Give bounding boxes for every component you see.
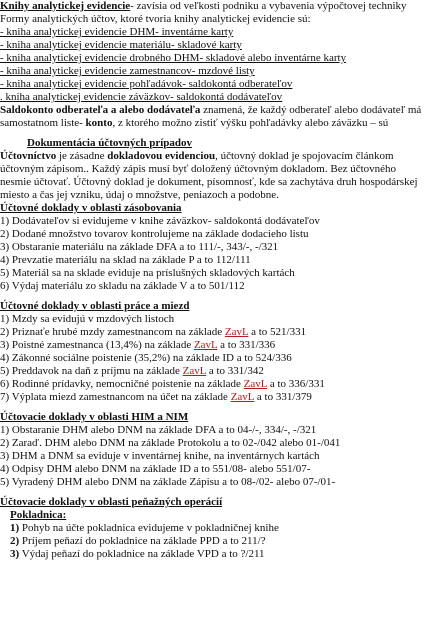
text-line [0,267,295,280]
text-segment: 2) [10,535,20,547]
text-segment: ZavL [182,365,207,377]
section-heading: Pokladnica: [10,509,67,521]
text-segment: 5) Preddavok na daň z príjmu na základe [0,365,183,377]
text-line [0,280,245,293]
text-segment: 1) Obstaranie DHM alebo DNM na základe DFA a to 04-/-, 334/-, -/321 [0,424,317,436]
text-line [0,365,264,378]
text-segment: ZavL [224,326,249,338]
text-segment: samostatnom liste- [0,117,86,129]
text-line [0,13,311,26]
text-segment: účtovným zápisom.. Každý zápis musí byť doložený účtovným dokladom. Bez účtovného [0,163,397,175]
text-segment: konto [85,117,113,129]
text-line [0,352,292,365]
text-segment: a to 331/336 [217,339,276,351]
section-heading: Účtovné doklady v oblasti práce a miezd [0,300,190,312]
text-segment: 1) Mzdy sa evidujú v mzdových listoch [0,313,175,325]
text-segment: 6) Rodinné prídavky, nemocničné poistenie na základe [0,378,244,390]
text-line [0,26,233,39]
text-segment: a to 331/342 [206,365,264,377]
text-line [0,313,174,326]
text-line [0,202,182,215]
text-segment: , účtovný doklad je spojovacím článkom [215,150,394,162]
section-heading: Účtovné doklady v oblasti zásobovania [0,202,182,214]
text-segment: - zavísia od veľkosti podniku a vybavenia výpočtovej techniky [130,0,407,12]
text-line [0,91,282,104]
text-segment: - kniha analytickej evidencie materiálu- skladové karty [0,39,242,51]
text-line [10,535,266,548]
text-segment: 3) DHM a DNM sa eviduje v inventárnej knihe, na inventárnych kartách [0,450,320,462]
text-line [0,326,306,339]
text-line [0,228,309,241]
text-segment: 4) Zákonné sociálne poistenie (35,2%) na základe ID a to 524/336 [0,352,292,364]
section-heading: Knihy analytickej evidencie [0,0,131,12]
text-line [0,300,189,313]
text-line [0,496,222,509]
text-line [0,476,335,489]
text-line [0,463,310,476]
text-segment: 3) [10,548,20,560]
text-segment: a to 521/331 [248,326,307,338]
text-line [0,215,320,228]
text-segment: miesto a čas jej vzniku, údaj o množstve, peniazoch a podobne. [0,189,279,201]
text-segment: Pohyb na účte pokladnica evidujeme v pokladničnej knihe [19,522,279,534]
text-segment: Formy analytických účtov, ktoré tvoria knihy analytickej evidencie sú: [0,13,311,25]
text-line [0,450,320,463]
text-segment: 7) Výplata miezd zamestnancom na účet na základe [0,391,231,403]
text-line [10,548,265,561]
text-line [0,254,251,267]
text-line [0,189,279,202]
text-segment: . kniha analytickej evidencie záväzkov- saldokontá dodávateľov [0,91,283,103]
text-segment: 2) Dodané množstvo tovarov kontrolujeme na základe dodacieho listu [0,228,309,240]
text-line [0,339,275,352]
text-line [0,0,407,13]
text-segment: 3) Obstaranie materiálu na základe DFA a to 111/-, 343/-, -/321 [0,241,279,253]
text-segment: 5) Materiál sa na sklade eviduje na príslušných skladových kartách [0,267,295,279]
text-segment: a to 331/379 [254,391,312,403]
text-line [0,78,292,91]
text-segment: - kniha analytickej evidencie pohľadávok- saldokontá odberateľov [0,78,293,90]
text-line [0,65,255,78]
text-segment: Saldokonto odberateľa a alebo dodávateľa [0,104,201,116]
text-line [0,104,421,117]
text-line [0,163,396,176]
text-line [0,117,388,130]
text-segment: je zásadne [56,150,108,162]
text-segment: , z ktorého možno zistiť výšku pohľadávky alebo záväzku – sú [112,117,389,129]
text-line [0,176,418,189]
text-segment: - kniha analytickej evidencie DHM- inventárne karty [0,26,234,38]
text-segment: a to 336/331 [267,378,325,390]
text-segment: 4) Odpisy DHM alebo DNM na základe ID a to 551/08- alebo 551/07- [0,463,311,475]
text-line [0,411,188,424]
text-segment: - kniha analytickej evidencie zamestnancov- mzdové listy [0,65,255,77]
text-line [10,509,66,522]
text-segment: 1) Dodávateľov si evidujeme v knihe záväzkov- saldokontá dodávateľov [0,215,320,227]
text-segment: 2) Zaraď. DHM alebo DNM na základe Protokolu a to 02-/042 alebo 01-/041 [0,437,341,449]
text-segment: ZavL [243,378,268,390]
text-segment: 4) Prevzatie materiálu na sklad na základe P a to 112/111 [0,254,251,266]
text-line [0,378,325,391]
section-heading: Účtovacie doklady v oblasti peňažných operácií [0,496,223,508]
text-segment: 5) Vyradený DHM alebo DNM na základe Zápisu a to 08-/02- alebo 07-/01- [0,476,336,488]
text-line [0,39,242,52]
text-segment: 1) [10,522,20,534]
text-segment: 6) Výdaj materiálu zo skladu na základe V a to 501/112 [0,280,245,292]
text-segment: 3) Poistné zamestnanca (13,4%) na základe [0,339,194,351]
text-line [0,424,316,437]
text-segment: 2) Priznaťe hrubé mzdy zamestnancom na základe [0,326,225,338]
text-line [0,150,394,163]
text-segment: Príjem peňazí do pokladnice na základe PPD a to 211/? [19,535,266,547]
text-line [27,137,192,150]
text-line [0,437,340,450]
section-heading: Účtovacie doklady v oblasti HIM a NIM [0,411,189,423]
text-line [10,522,279,535]
text-segment: ZavL [230,391,255,403]
text-segment: znamená, že každý odberateľ alebo dodávateľ má [200,104,422,116]
text-segment: - kniha analytickej evidencie drobného DHM- skladové alebo inventárne karty [0,52,347,64]
text-segment: Výdaj peňazí do pokladnice na základe VPD a to ?/211 [19,548,265,560]
text-segment: Účtovníctvo [0,150,57,162]
section-heading: Dokumentácia účtovných prípadov [27,137,193,149]
text-segment: dokladovou evidenciou [107,150,216,162]
text-line [0,391,312,404]
text-segment: ZavL [193,339,218,351]
text-line [0,241,278,254]
text-line [0,52,346,65]
text-segment: nesmie účtovať. Účtovný doklad je dokument, písomnosť, kde sa zachytáva druh hospodárskej [0,176,418,188]
